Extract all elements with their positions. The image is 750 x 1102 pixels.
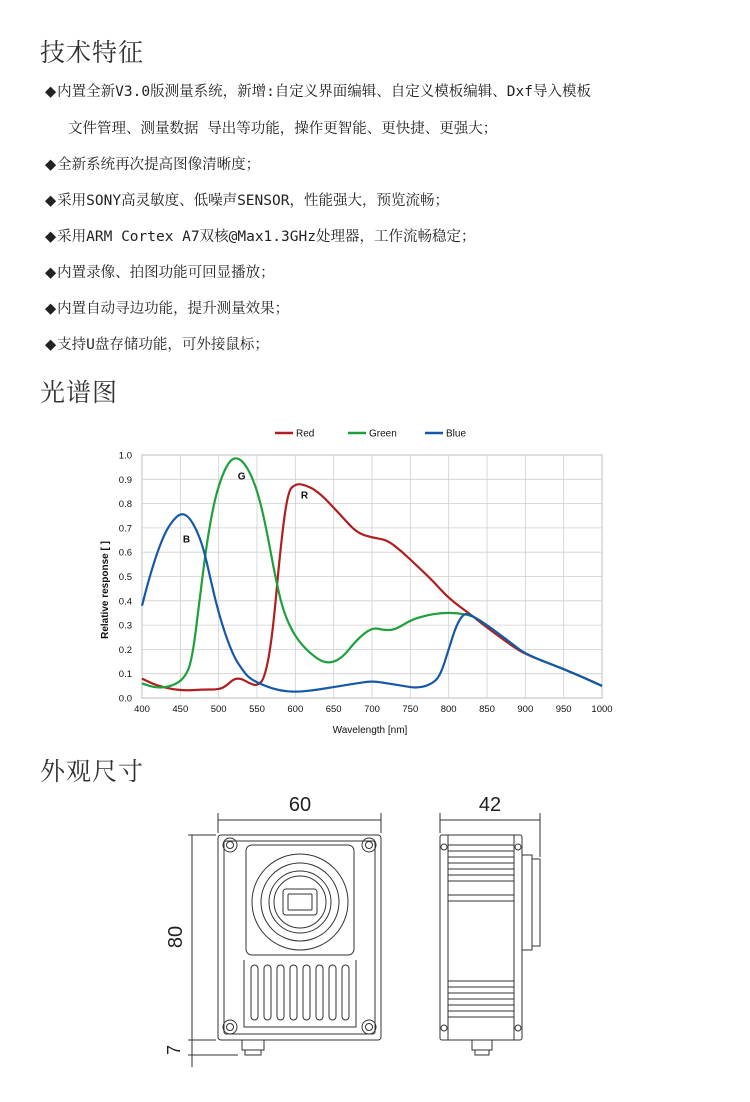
bullet-icon: ◆ <box>45 265 57 281</box>
dimensions-heading: 外观尺寸 <box>40 757 145 786</box>
feature-text: 内置全新V3.0版测量系统，新增:自定义界面编辑、自定义模板编辑、Dxf导入模板 <box>57 84 591 100</box>
feature-item <box>45 261 275 282</box>
y-tick-label: 0.1 <box>118 669 132 681</box>
cooling-fins <box>251 965 349 1020</box>
x-tick-label: 900 <box>517 704 534 715</box>
y-axis-label: Relative response [ ] <box>100 541 111 639</box>
y-tick-label: 0.6 <box>118 547 132 559</box>
bullet-icon: ◆ <box>45 337 57 353</box>
y-tick-label: 0.9 <box>118 474 132 486</box>
x-tick-label: 850 <box>479 704 495 715</box>
front-view <box>218 835 381 1055</box>
legend-label: Blue <box>446 428 467 440</box>
legend-label: Red <box>296 428 315 440</box>
x-tick-label: 700 <box>364 704 380 715</box>
bullet-icon: ◆ <box>45 193 57 209</box>
y-tick-label: 0.2 <box>118 644 132 656</box>
y-tick-label: 0.3 <box>118 620 132 632</box>
feature-item <box>45 225 475 246</box>
side-depth-label: 42 <box>478 794 502 816</box>
bullet-icon: ◆ <box>45 84 57 100</box>
x-tick-label: 650 <box>325 704 342 715</box>
spectral-response-chart <box>90 420 630 740</box>
feature-text: 文件管理、测量数据 导出等功能，操作更智能、更快捷、更强大； <box>68 121 498 137</box>
x-tick-label: 800 <box>440 704 457 715</box>
series-curve-label: G <box>237 471 246 483</box>
x-tick-label: 500 <box>210 704 227 715</box>
feature-item <box>45 297 289 318</box>
y-tick-label: 1.0 <box>118 450 132 462</box>
front-height-label: 80 <box>165 925 187 949</box>
y-axis-ticks <box>119 451 132 705</box>
connector-height-label: 7 <box>164 1044 184 1056</box>
spectrum-heading: 光谱图 <box>40 378 119 407</box>
x-tick-label: 600 <box>287 704 304 715</box>
y-tick-label: 0.8 <box>118 499 132 511</box>
y-tick-label: 0.0 <box>118 693 132 705</box>
feature-text: 采用ARM Cortex A7双核@Max1.3GHz处理器，工作流畅稳定； <box>57 229 476 245</box>
bullet-icon: ◆ <box>45 157 57 173</box>
feature-item-continued <box>68 117 497 138</box>
legend-label: Green <box>369 428 397 440</box>
y-tick-label: 0.4 <box>118 596 132 608</box>
bullet-icon: ◆ <box>45 229 57 245</box>
side-fins <box>448 845 514 1017</box>
x-tick-label: 400 <box>134 704 150 715</box>
side-view <box>440 835 540 1055</box>
front-width-label: 60 <box>288 794 312 816</box>
feature-text: 内置录像、拍图功能可回显播放； <box>57 265 275 281</box>
x-tick-label: 950 <box>555 704 572 715</box>
features-heading: 技术特征 <box>40 38 145 67</box>
feature-item <box>45 189 449 210</box>
y-tick-label: 0.7 <box>118 523 132 535</box>
feature-text: 内置自动寻边功能，提升测量效果； <box>57 301 290 317</box>
x-tick-label: 550 <box>249 704 265 715</box>
feature-item <box>45 333 269 354</box>
x-tick-label: 750 <box>402 704 419 715</box>
x-axis-label: Wavelength [nm] <box>332 725 408 736</box>
series-labels <box>183 471 309 545</box>
y-tick-label: 0.5 <box>118 572 132 583</box>
x-tick-label: 1000 <box>591 704 613 715</box>
feature-item <box>45 153 260 174</box>
bullet-icon: ◆ <box>45 301 57 317</box>
chart-legend <box>275 429 466 440</box>
series-curve-label: R <box>300 490 309 502</box>
feature-text: 采用SONY高灵敏度、低噪声SENSOR，性能强大，预览流畅； <box>57 193 449 209</box>
feature-text: 全新系统再次提高图像清晰度； <box>57 157 261 173</box>
front-dimension-lines <box>188 813 381 1067</box>
dimension-drawing <box>150 785 580 1080</box>
x-tick-label: 450 <box>172 704 189 715</box>
feature-item <box>45 80 591 101</box>
feature-text: 支持U盘存储功能，可外接鼠标； <box>57 337 269 353</box>
x-axis-ticks <box>134 704 613 715</box>
series-curve-label: B <box>182 534 191 546</box>
